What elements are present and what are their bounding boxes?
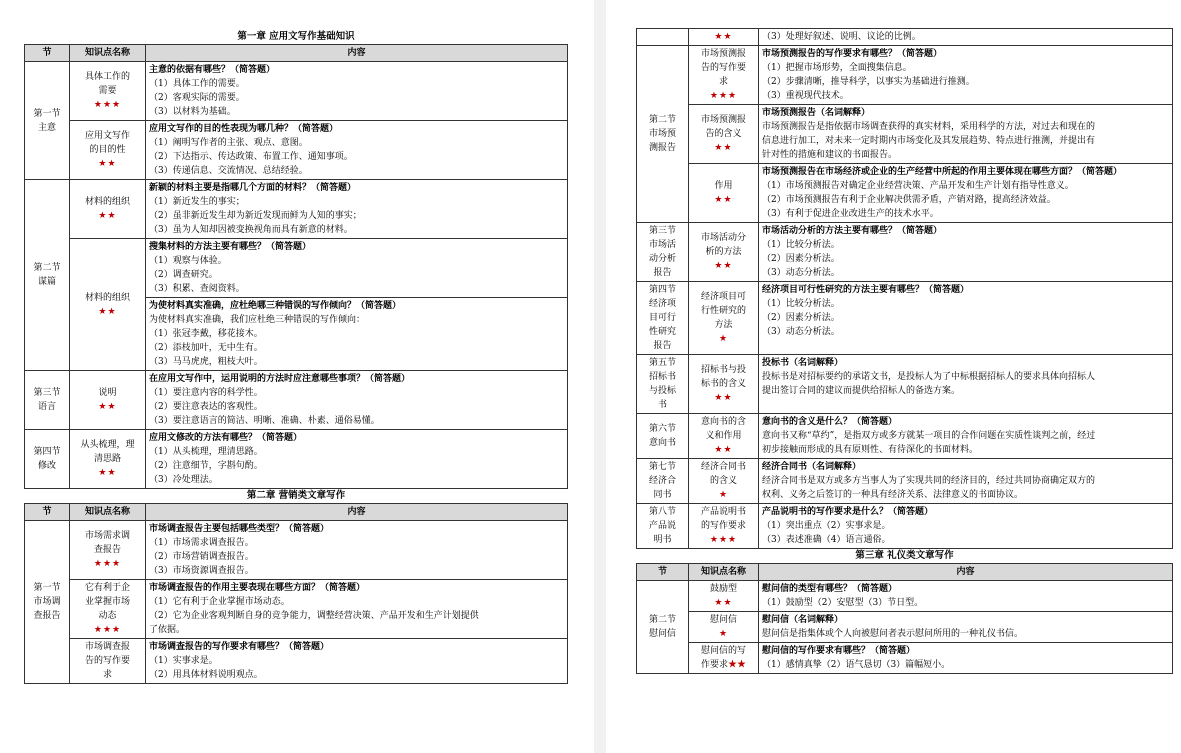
section-name: 修改 xyxy=(37,461,56,471)
answer-line: （3）处理好叙述、说明、议论的比例。 xyxy=(762,32,921,42)
answer-line: （2）添枝加叶，无中生有。 xyxy=(149,343,263,353)
star-rating: ★★ xyxy=(98,468,117,478)
knowledge-label: 鼓励型 xyxy=(709,584,737,594)
knowledge-cell xyxy=(70,121,146,180)
knowledge-label: 义和作用 xyxy=(705,431,742,441)
answer-line: 权利、义务之后签订的一种具有经济关系、法律意义的书面协议。 xyxy=(762,490,1024,500)
star-rating: ★ xyxy=(718,334,729,344)
knowledge-label: 标书的含义 xyxy=(700,379,746,389)
section-name: 报告 xyxy=(653,268,672,278)
answer-line: （3）重视现代技术。 xyxy=(762,91,849,101)
knowledge-label xyxy=(692,658,755,672)
knowledge-cell xyxy=(689,282,759,355)
question: 慰问信的写作要求有哪些？（简答题） xyxy=(762,646,916,656)
question: 主意的依据有哪些？（简答题） xyxy=(149,65,276,75)
star-rating: ★★ xyxy=(714,143,733,153)
section-name: 经济项 xyxy=(648,299,676,309)
question: 为使材料真实准确，应杜绝哪三种错误的写作倾向？（简答题） xyxy=(149,301,402,311)
content-cell xyxy=(759,29,1173,46)
section-label: 第四节 xyxy=(33,447,61,457)
table-row xyxy=(25,521,568,580)
answer-line: （3）积累、查阅资料。 xyxy=(149,284,245,294)
section-name: 市场活 xyxy=(648,240,676,250)
question: 慰问信的类型有哪些？（简答题） xyxy=(762,584,898,594)
table-row xyxy=(25,121,568,180)
star-rating: ★★ xyxy=(98,306,117,317)
knowledge-label: 材料的组织 xyxy=(84,197,130,207)
content-cell xyxy=(146,580,568,639)
star-rating: ★★ xyxy=(98,159,117,169)
section-name: 主意 xyxy=(37,122,56,133)
table-header xyxy=(25,504,568,521)
chapter-1-table xyxy=(24,44,568,489)
answer-line: （2）它为企业客观判断自身的竞争能力，调整经营决策、产品开发和生产计划提供 xyxy=(149,611,479,621)
section-label: 第四节 xyxy=(648,285,676,295)
chapter-2-table xyxy=(24,503,568,684)
answer-line: （2）因素分析法。 xyxy=(762,313,840,323)
answer-line: （1）新近发生的事实； xyxy=(149,197,245,207)
table-row xyxy=(637,414,1173,459)
content-cell xyxy=(146,371,568,430)
answer-line: （3）动态分析法。 xyxy=(762,327,840,337)
content-cell xyxy=(146,239,568,298)
section-cell xyxy=(637,581,689,674)
chapter-3-title: 第三章 礼仪类文章写作 xyxy=(855,550,954,561)
star-rating: ★★ xyxy=(714,445,733,455)
answer-line: （1）把握市场形势，全面搜集信息。 xyxy=(762,63,912,73)
knowledge-cell xyxy=(689,414,759,459)
section-cell xyxy=(637,459,689,504)
answer-line: （3）市场资源调查报告。 xyxy=(149,566,254,576)
answer-line: （2）下达指示、传达政策、布置工作、通知事项。 xyxy=(149,152,353,162)
question: 市场预测报告（名词解释） xyxy=(762,108,871,118)
answer-line: （1）感情真挚（2）语气恳切（3）篇幅短小。 xyxy=(762,660,951,670)
section-name: 目可行 xyxy=(648,313,676,323)
question: 经济合同书（名词解释） xyxy=(762,462,862,472)
answer-line: （1）观察与体验。 xyxy=(149,256,227,266)
answer-line: （1）从头梳理，理清思路。 xyxy=(149,447,263,457)
knowledge-label: 市场调查报 xyxy=(84,642,130,652)
knowledge-cell xyxy=(70,521,146,580)
question: 在应用文写作中，运用说明的方法时应注意哪些事项？（简答题） xyxy=(149,374,411,384)
section-name: 同书 xyxy=(653,490,672,500)
question: 市场调查报告的作用主要表现在哪些方面？（简答题） xyxy=(149,583,366,593)
knowledge-label: 市场预测报 xyxy=(700,49,746,59)
question: 产品说明书的写作要求是什么？（简答题） xyxy=(762,507,934,517)
content-cell xyxy=(759,105,1173,164)
section-name: 性研究 xyxy=(648,327,676,337)
answer-line: （1）比较分析法。 xyxy=(762,299,840,309)
content-cell xyxy=(759,504,1173,549)
section-label: 第二节 xyxy=(648,615,676,625)
section-cell xyxy=(25,371,70,430)
answer-line: （3）冷处理法。 xyxy=(149,475,218,485)
knowledge-label: 的含义 xyxy=(709,476,737,486)
table-row xyxy=(637,504,1173,549)
answer-line: （1）张冠李戴，移花接木。 xyxy=(149,329,263,339)
answer-line: （2）因素分析法。 xyxy=(762,254,840,264)
question: 搜集材料的方法主要有哪些？（简答题） xyxy=(149,242,312,252)
star-rating: ★★ xyxy=(714,393,733,403)
content-cell xyxy=(759,46,1173,105)
knowledge-label: 业掌握市场 xyxy=(84,597,130,607)
content-cell xyxy=(759,643,1173,674)
knowledge-label: 市场需求调 xyxy=(84,531,130,541)
section-cell xyxy=(25,62,70,180)
content-cell xyxy=(146,180,568,239)
star-rating: ★ xyxy=(718,629,729,639)
section-label: 第一节 xyxy=(33,583,61,593)
answer-line: （2）市场预测报告有利于企业解决供需矛盾，产销对路，提高经济效益。 xyxy=(762,195,1056,205)
table-row xyxy=(25,239,568,298)
section-name: 查报告 xyxy=(33,611,61,621)
knowledge-cell xyxy=(70,371,146,430)
answer-line: （3）马马虎虎，粗枝大叶。 xyxy=(149,357,263,367)
answer-line: （2）客观实际的需要。 xyxy=(149,93,245,103)
section-name: 谋篇 xyxy=(37,277,56,287)
star-rating: ★ xyxy=(718,490,729,500)
content-cell xyxy=(759,581,1173,612)
answer-line: 慰问信是指集体或个人向被慰问者表示慰问所用的一种礼仪书信。 xyxy=(762,629,1024,639)
knowledge-label: 析的方法 xyxy=(705,247,742,257)
answer-line: （3）表述准确（4）语言通俗。 xyxy=(762,535,891,545)
content-cell xyxy=(146,298,568,371)
content-cell xyxy=(759,223,1173,282)
answer-line: 投标书是对招标要约的承诺文书，是投标人为了中标根据招标人的要求具体向招标人 xyxy=(762,372,1096,382)
header-section: 节 xyxy=(25,45,70,62)
star-rating: ★★ xyxy=(714,261,733,271)
content-cell xyxy=(146,521,568,580)
header-section: 节 xyxy=(25,504,70,521)
knowledge-label: 市场活动分 xyxy=(700,233,746,243)
section-cell xyxy=(637,414,689,459)
section-label: 第八节 xyxy=(648,507,676,517)
section-name: 明书 xyxy=(653,535,672,545)
section-name: 书 xyxy=(657,400,667,410)
section-label: 第七节 xyxy=(648,462,676,472)
content-cell xyxy=(146,639,568,684)
knowledge-label: 方法 xyxy=(714,320,733,330)
header-content: 内容 xyxy=(146,45,568,62)
answer-line: 市场预测报告是指依据市场调查获得的真实材料，采用科学的方法，对过去和现在的 xyxy=(762,122,1096,132)
content-cell xyxy=(759,414,1173,459)
knowledge-label: 材料的组织 xyxy=(84,292,130,303)
section-label: 第一节 xyxy=(33,108,61,119)
table-row xyxy=(637,223,1173,282)
section-name: 意向书 xyxy=(648,438,676,448)
knowledge-cell xyxy=(70,430,146,489)
question: 应用文修改的方法有哪些？（简答题） xyxy=(149,433,303,443)
knowledge-label-part: 作要求 xyxy=(700,660,728,670)
content-cell xyxy=(759,164,1173,223)
content-cell xyxy=(759,282,1173,355)
table-row xyxy=(637,459,1173,504)
knowledge-label: 清思路 xyxy=(93,454,121,464)
knowledge-label: 告的写作要 xyxy=(700,63,746,73)
knowledge-label: 告的含义 xyxy=(705,129,742,139)
knowledge-cell xyxy=(70,62,146,121)
knowledge-label: 它有利于企 xyxy=(84,583,130,593)
content-cell xyxy=(146,62,568,121)
knowledge-cell xyxy=(70,639,146,684)
answer-line: （3）以材料为基础。 xyxy=(149,107,236,117)
chapter-1-title: 第一章 应用文写作基础知识 xyxy=(237,31,355,42)
answer-line: （2）步骤清晰，推导科学，以事实为基础进行推测。 xyxy=(762,77,975,87)
section-name: 产品说 xyxy=(648,521,676,531)
knowledge-label: 的写作要求 xyxy=(700,521,746,531)
knowledge-label: 具体工作的 xyxy=(84,72,130,82)
question: 市场预测报告在市场经济或企业的生产经营中所起的作用主要体现在哪些方面？（简答题） xyxy=(762,167,1123,177)
question: 市场预测报告的写作要求有哪些？（简答题） xyxy=(762,49,943,59)
section-name: 慰问信 xyxy=(648,629,676,639)
header-knowledge: 知识点名称 xyxy=(70,504,146,521)
knowledge-cell xyxy=(689,643,759,674)
star-rating: ★★★ xyxy=(709,535,738,545)
answer-line: （3）虽为人知却因被变换视角而具有新意的材料。 xyxy=(149,225,353,235)
knowledge-cell xyxy=(70,580,146,639)
knowledge-cell xyxy=(689,612,759,643)
star-rating: ★★ xyxy=(714,195,733,205)
section-name: 经济合 xyxy=(648,476,676,486)
answer-line: （3）有利于促进企业改进生产的技术水平。 xyxy=(762,209,939,219)
knowledge-label: 的目的性 xyxy=(89,145,126,155)
knowledge-label: 告的写作要 xyxy=(84,656,130,666)
table-row xyxy=(25,180,568,239)
question: 意向书的含义是什么？（简答题） xyxy=(762,417,898,427)
section-cell xyxy=(637,29,689,46)
knowledge-cell xyxy=(70,239,146,371)
content-cell xyxy=(146,121,568,180)
section-name: 动分析 xyxy=(648,254,676,264)
knowledge-label: 经济项目可 xyxy=(700,292,746,302)
knowledge-cell xyxy=(689,46,759,105)
header-content: 内容 xyxy=(759,564,1173,581)
table-row xyxy=(637,105,1173,164)
section-cell xyxy=(25,180,70,371)
header-knowledge: 知识点名称 xyxy=(689,564,759,581)
table-header xyxy=(637,564,1173,581)
knowledge-label: 动态 xyxy=(98,611,117,621)
knowledge-label: 需要 xyxy=(98,86,117,96)
section-label: 第五节 xyxy=(648,358,676,368)
header-content: 内容 xyxy=(146,504,568,521)
header-knowledge: 知识点名称 xyxy=(70,45,146,62)
table-row xyxy=(637,355,1173,414)
answer-line: 初步接触而形成的具有原则性、有待深化的书面材料。 xyxy=(762,445,979,455)
answer-line: 经济合同书是双方或多方当事人为了实现共同的经济目的，经过共同协商确定双方的 xyxy=(762,476,1096,486)
answer-line: （1）具体工作的需要。 xyxy=(149,79,245,89)
answer-line: （3）动态分析法。 xyxy=(762,268,840,278)
knowledge-label: 作用 xyxy=(714,181,733,191)
answer-line: （3）传递信息、交流情况、总结经验。 xyxy=(149,166,308,176)
knowledge-label: 市场预测报 xyxy=(700,115,746,125)
question: 新颖的材料主要是指哪几个方面的材料？（简答题） xyxy=(149,183,357,193)
knowledge-label: 行性研究的 xyxy=(700,306,746,316)
section-cell xyxy=(25,430,70,489)
table-row xyxy=(637,164,1173,223)
section-cell xyxy=(637,223,689,282)
knowledge-cell xyxy=(689,105,759,164)
table-row xyxy=(637,612,1173,643)
answer-line: （2）注意细节，字斟句酌。 xyxy=(149,461,263,471)
knowledge-label: 从头梳理，理 xyxy=(80,440,135,450)
star-rating: ★★ xyxy=(728,660,747,670)
section-name: 市场预 xyxy=(648,129,676,139)
knowledge-cell xyxy=(689,164,759,223)
knowledge-cell xyxy=(70,180,146,239)
knowledge-cell xyxy=(689,29,759,46)
section-name: 测报告 xyxy=(648,143,676,153)
answer-line: （1）比较分析法。 xyxy=(762,240,840,250)
star-rating: ★★ xyxy=(98,402,117,412)
table-row xyxy=(25,639,568,684)
star-rating: ★★ xyxy=(714,32,733,42)
star-rating: ★★★ xyxy=(93,559,122,569)
knowledge-label: 慰问信的写 xyxy=(700,646,746,656)
star-rating: ★★ xyxy=(98,211,117,221)
answer-line: （1）阐明写作者的主张、观点、意图。 xyxy=(149,138,308,148)
star-rating: ★★ xyxy=(714,598,733,608)
knowledge-label: 应用文写作 xyxy=(84,131,130,141)
answer-line: （2）虽非新近发生却为新近发现而鲜为人知的事实； xyxy=(149,211,362,221)
answer-line: 意向书又称“草约”，是指双方或多方就某一项目的合作问题在实质性谈判之前，经过 xyxy=(762,431,1096,441)
table-row xyxy=(25,371,568,430)
knowledge-label: 查报告 xyxy=(93,545,121,555)
section-cell xyxy=(637,46,689,223)
chapter-2-continued-table xyxy=(636,28,1173,549)
answer-line: （1）市场预测报告对确定企业经营决策、产品开发和生产计划有指导性意义。 xyxy=(762,181,1074,191)
knowledge-cell xyxy=(689,581,759,612)
section-cell xyxy=(637,504,689,549)
question: 市场活动分析的方法主要有哪些？（简答题） xyxy=(762,226,943,236)
section-name: 与投标 xyxy=(648,386,676,396)
table-header xyxy=(25,45,568,62)
question: 应用文写作的目的性表现为哪几种？（简答题） xyxy=(149,124,339,134)
section-cell xyxy=(637,282,689,355)
section-name: 市场调 xyxy=(33,597,61,607)
star-rating: ★★★ xyxy=(93,100,122,110)
table-row xyxy=(637,29,1173,46)
knowledge-cell xyxy=(689,459,759,504)
content-cell xyxy=(759,459,1173,504)
section-name: 语言 xyxy=(37,402,56,412)
answer-line: （1）突出重点（2）实事求是。 xyxy=(762,521,891,531)
knowledge-label: 慰问信 xyxy=(709,615,737,625)
section-name: 招标书 xyxy=(648,372,676,382)
question: 市场调查报告的写作要求有哪些？（简答题） xyxy=(149,642,330,652)
answer-line: 为使材料真实准确，我们应杜绝三种错误的写作倾向： xyxy=(149,315,366,325)
answer-line: 了依据。 xyxy=(149,625,186,635)
table-row xyxy=(25,62,568,121)
section-cell xyxy=(637,355,689,414)
question: 投标书（名词解释） xyxy=(762,358,844,368)
knowledge-label: 经济合同书 xyxy=(700,462,746,472)
section-label: 第二节 xyxy=(648,115,676,125)
table-row xyxy=(25,580,568,639)
answer-line: （2）市场营销调查报告。 xyxy=(149,552,254,562)
knowledge-cell xyxy=(689,223,759,282)
knowledge-label: 求 xyxy=(718,77,728,87)
answer-line: （1）市场需求调查报告。 xyxy=(149,538,254,548)
table-row xyxy=(637,581,1173,612)
knowledge-cell xyxy=(689,504,759,549)
content-cell xyxy=(759,612,1173,643)
star-rating: ★★★ xyxy=(93,625,122,635)
question: 市场调查报告主要包括哪些类型？（简答题） xyxy=(149,524,330,534)
answer-line: （1）实事求是。 xyxy=(149,656,218,666)
section-name: 报告 xyxy=(653,341,672,351)
content-cell xyxy=(759,355,1173,414)
answer-line: （2）调查研究。 xyxy=(149,270,218,280)
star-rating: ★★★ xyxy=(709,91,738,101)
answer-line: （1）它有利于企业掌握市场动态。 xyxy=(149,597,290,607)
table-row xyxy=(637,282,1173,355)
header-section: 节 xyxy=(637,564,689,581)
knowledge-label: 意向书的含 xyxy=(700,417,746,427)
page-right xyxy=(606,0,1181,753)
knowledge-label: 求 xyxy=(102,670,112,680)
answer-line: 针对性的措施和建议的书面报告。 xyxy=(762,150,898,160)
knowledge-label: 招标书与投 xyxy=(700,365,746,375)
chapter-3-table xyxy=(636,563,1173,674)
content-cell xyxy=(146,430,568,489)
section-label: 第三节 xyxy=(33,388,61,398)
section-label: 第二节 xyxy=(33,263,61,273)
answer-line: （2）用具体材料说明观点。 xyxy=(149,670,263,680)
question: 慰问信（名词解释） xyxy=(762,615,844,625)
answer-line: （2）要注意表达的客观性。 xyxy=(149,402,263,412)
section-label: 第三节 xyxy=(648,226,676,236)
table-row xyxy=(25,430,568,489)
answer-line: （1）要注意内容的科学性。 xyxy=(149,388,263,398)
question: 经济项目可行性研究的方法主要有哪些？（简答题） xyxy=(762,285,970,295)
section-cell xyxy=(25,521,70,684)
knowledge-label: 说明 xyxy=(98,388,117,398)
chapter-2-title: 第二章 营销类文章写作 xyxy=(246,490,346,501)
table-row xyxy=(637,46,1173,105)
section-label: 第六节 xyxy=(648,424,676,434)
knowledge-cell xyxy=(689,355,759,414)
table-row xyxy=(637,643,1173,674)
answer-line: 提出签订合同的建议而提供给招标人的备选方案。 xyxy=(762,386,961,396)
answer-line: 信息进行加工，对未来一定时期内市场变化及其发展趋势、特点进行推测，并提出有 xyxy=(762,136,1096,146)
answer-line: （1）鼓励型（2）安慰型（3）节日型。 xyxy=(762,598,924,608)
answer-line: （3）要注意语言的简洁、明晰、准确、朴素、通俗易懂。 xyxy=(149,416,380,426)
knowledge-label: 产品说明书 xyxy=(700,507,746,517)
